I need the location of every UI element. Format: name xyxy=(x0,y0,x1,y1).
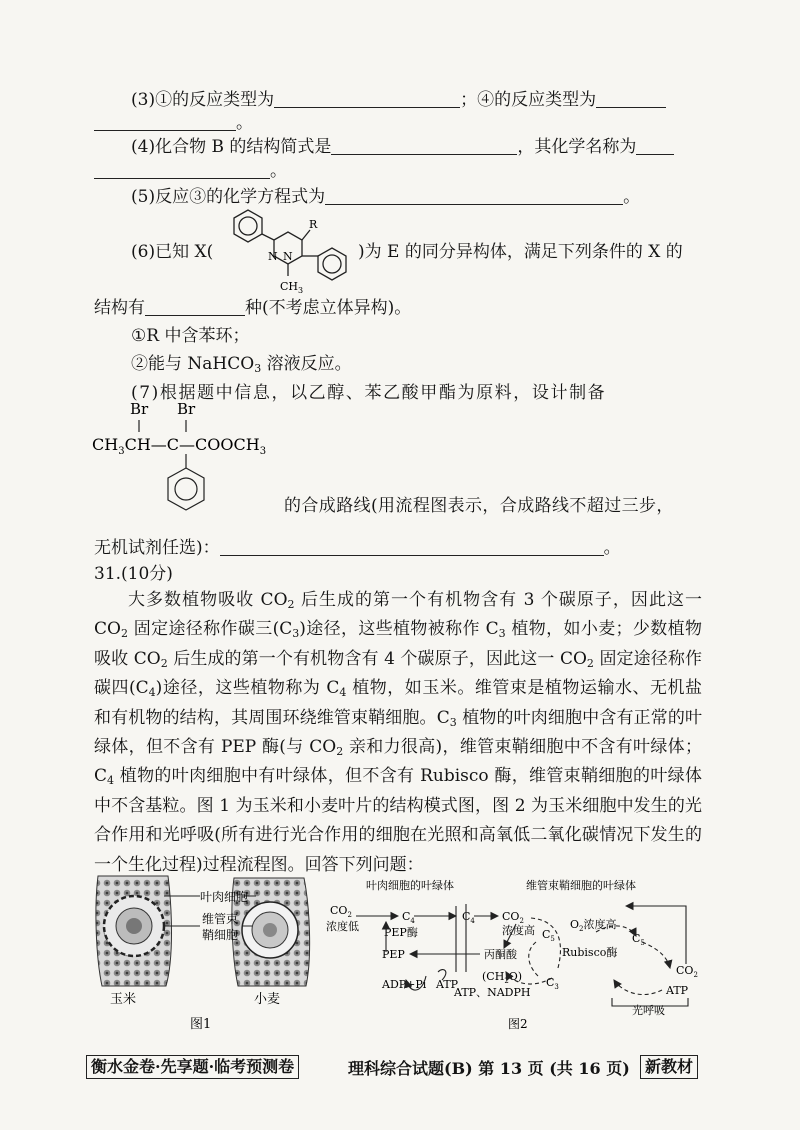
subscript: 4 xyxy=(339,686,347,700)
target-compound-structure xyxy=(92,398,292,534)
passage-segment: 亲和力很高)，维管束鞘细胞中不含有叶绿体；C xyxy=(94,737,702,787)
subscript: 4 xyxy=(148,686,156,700)
q3-line2: 。 xyxy=(94,111,253,135)
page-footer xyxy=(86,1055,698,1081)
title-right: 维管束鞘细胞的叶绿体 xyxy=(526,879,636,892)
br-label: Br xyxy=(130,400,149,418)
atp-label: ATP xyxy=(436,978,459,991)
passage-segment: 大多数植物吸收 CO xyxy=(128,590,288,610)
sheath-label: 维管束 xyxy=(202,912,239,926)
q6-cond1: ①R 中含苯环； xyxy=(131,326,250,346)
atp-right-label: ATP xyxy=(666,984,689,997)
answer-blank[interactable] xyxy=(94,160,270,179)
c4-right: $C_4$ xyxy=(462,910,475,925)
subscript: 3 xyxy=(498,627,506,641)
ch2o-label: $(CH_2O)$ xyxy=(482,970,523,985)
co2-right-label: $CO_2$ xyxy=(676,964,698,979)
passage-segment: 固定途径称作碳三(C xyxy=(127,619,293,640)
pyruvate-label: 丙酮酸 xyxy=(484,948,517,961)
q7-line2: 的合成路线(用流程图表示，合成路线不超过三步， xyxy=(284,496,674,516)
passage-segment: 后生成的第一个有机物含有 3 个碳原子，因此这一 CO xyxy=(94,590,702,640)
answer-blank[interactable] xyxy=(145,297,245,316)
subscript: 2 xyxy=(160,656,168,670)
answer-blank[interactable] xyxy=(331,136,517,155)
passage-segment: 后生成的第一个有机物含有 4 个碳原子，因此这一 CO xyxy=(167,648,587,669)
corn-label: 玉米 xyxy=(110,992,137,1007)
co2-high-label: $CO_2$ xyxy=(502,910,524,925)
r-label: R xyxy=(309,218,318,231)
footer-page-info: 理科综合试题(B) 第 13 页 (共 16 页) xyxy=(348,1059,630,1078)
figure1-caption: 图1 xyxy=(190,1017,212,1032)
mesophyll-label: 叶肉细胞 xyxy=(200,890,249,904)
c5-left: $C_5$ xyxy=(542,928,555,943)
high-concentration: 浓度高 xyxy=(502,924,535,937)
passage-segment: 植物，如小麦；少数植物吸收 CO xyxy=(94,619,702,669)
formula-text: $CH_3CH—C—COOCH_3$ xyxy=(92,435,267,457)
title-left: 叶肉细胞的叶绿体 xyxy=(366,879,454,892)
q6-line2: 结构有 种(不考虑立体异构)。 xyxy=(94,298,412,318)
n-label: N xyxy=(268,250,278,263)
c5-right: $C_5$ xyxy=(632,932,645,947)
q31-passage xyxy=(94,586,702,880)
q5-line: (5)反应③的化学方程式为 。 xyxy=(131,187,641,207)
subscript: 2 xyxy=(336,745,344,759)
q31-heading: 31.(10分) xyxy=(94,564,173,584)
adp-label: ADP+Pi xyxy=(382,978,427,991)
subscript: 4 xyxy=(107,774,115,788)
wheat-label: 小麦 xyxy=(254,992,281,1007)
c4-left: $C_4$ xyxy=(402,910,415,925)
figure1-leaf-structure xyxy=(92,868,328,1040)
q7-line3: 无机试剂任选)： 。 xyxy=(94,538,621,558)
x-structure-diagram xyxy=(216,204,358,296)
subscript: 3 xyxy=(449,715,457,729)
co2-label: $CO_2$ xyxy=(330,904,352,919)
subscript: 3 xyxy=(292,627,300,641)
br-label: Br xyxy=(177,400,196,418)
answer-blank[interactable] xyxy=(94,112,236,131)
subscript: 2 xyxy=(586,656,594,670)
q3-line: (3)①的反应类型为 ；④的反应类型为 xyxy=(131,88,666,112)
answer-blank[interactable] xyxy=(596,89,666,108)
subscript: 2 xyxy=(120,627,128,641)
pep-enzyme-label: PEP酶 xyxy=(384,926,418,939)
figure2-caption: 图2 xyxy=(508,1017,528,1031)
subscript: 2 xyxy=(287,598,295,611)
passage-text xyxy=(94,586,702,880)
c3-label: $C_3$ xyxy=(546,976,559,991)
o2-high-label: $O_2$浓度高 xyxy=(570,918,617,933)
answer-blank[interactable] xyxy=(636,136,674,155)
passage-segment: )途径，这些植物被称作 C xyxy=(299,619,499,640)
passage-segment: )途径，这些植物称为 C xyxy=(155,678,340,699)
q4-line: (4)化合物 B 的结构简式是 ，其化学名称为 xyxy=(131,135,674,159)
figure2-photosynthesis-flowchart xyxy=(326,876,706,1040)
n-label: N xyxy=(283,250,293,263)
atp-nadph-label: ATP、NADPH xyxy=(454,986,531,999)
answer-blank[interactable] xyxy=(325,186,623,205)
answer-blank[interactable] xyxy=(274,89,460,108)
passage-segment: 植物的叶肉细胞中有叶绿体，但不含有 Rubisco 酶，维管束鞘细胞的叶绿体中不含基粒。图 1 为玉米和小麦叶片的结构模式图，图 2 为玉米细胞中发生的光合作用和光呼吸(所有进行光合作用的细胞在光照和高氧低二氧化碳情况下发生的一个生化过程)过程流程图。回答下列问题： xyxy=(94,766,702,875)
footer-series-box: 衡水金卷·先享题·临考预测卷 xyxy=(86,1055,299,1079)
passage-segment: 植物的叶肉细胞中含有正常的叶绿体，但不含有 PEP 酶(与 CO xyxy=(94,707,702,758)
ch3-label: $CH_3$ xyxy=(280,280,304,295)
q6-line: (6)已知 X( xyxy=(131,242,214,262)
passage-segment: 植物，如玉米。维管束是植物运输水、无机盐和有机物的结构，其周围环绕维管束鞘细胞。C xyxy=(94,678,703,728)
rubisco-label: Rubisco酶 xyxy=(562,946,618,959)
q6-line-tail: )为 E 的同分异构体，满足下列条件的 X 的 xyxy=(358,242,683,262)
q6-cond2: ②能与 NaHCO$_3$ 溶液反应。 xyxy=(131,354,352,375)
photorespiration-label: 光呼吸 xyxy=(632,1004,665,1017)
answer-blank[interactable] xyxy=(220,537,604,556)
passage-segment: 固定途径称作碳四(C xyxy=(94,648,703,699)
q4-line2: 。 xyxy=(94,159,287,183)
pep-label: PEP xyxy=(382,948,405,961)
q7-line1: (7)根据题中信息，以乙醇、苯乙酸甲酯为原料，设计制备 xyxy=(131,383,607,403)
low-concentration: 浓度低 xyxy=(326,920,359,933)
sheath-label: 鞘细胞 xyxy=(202,928,239,942)
footer-edition-box: 新教材 xyxy=(640,1055,698,1079)
